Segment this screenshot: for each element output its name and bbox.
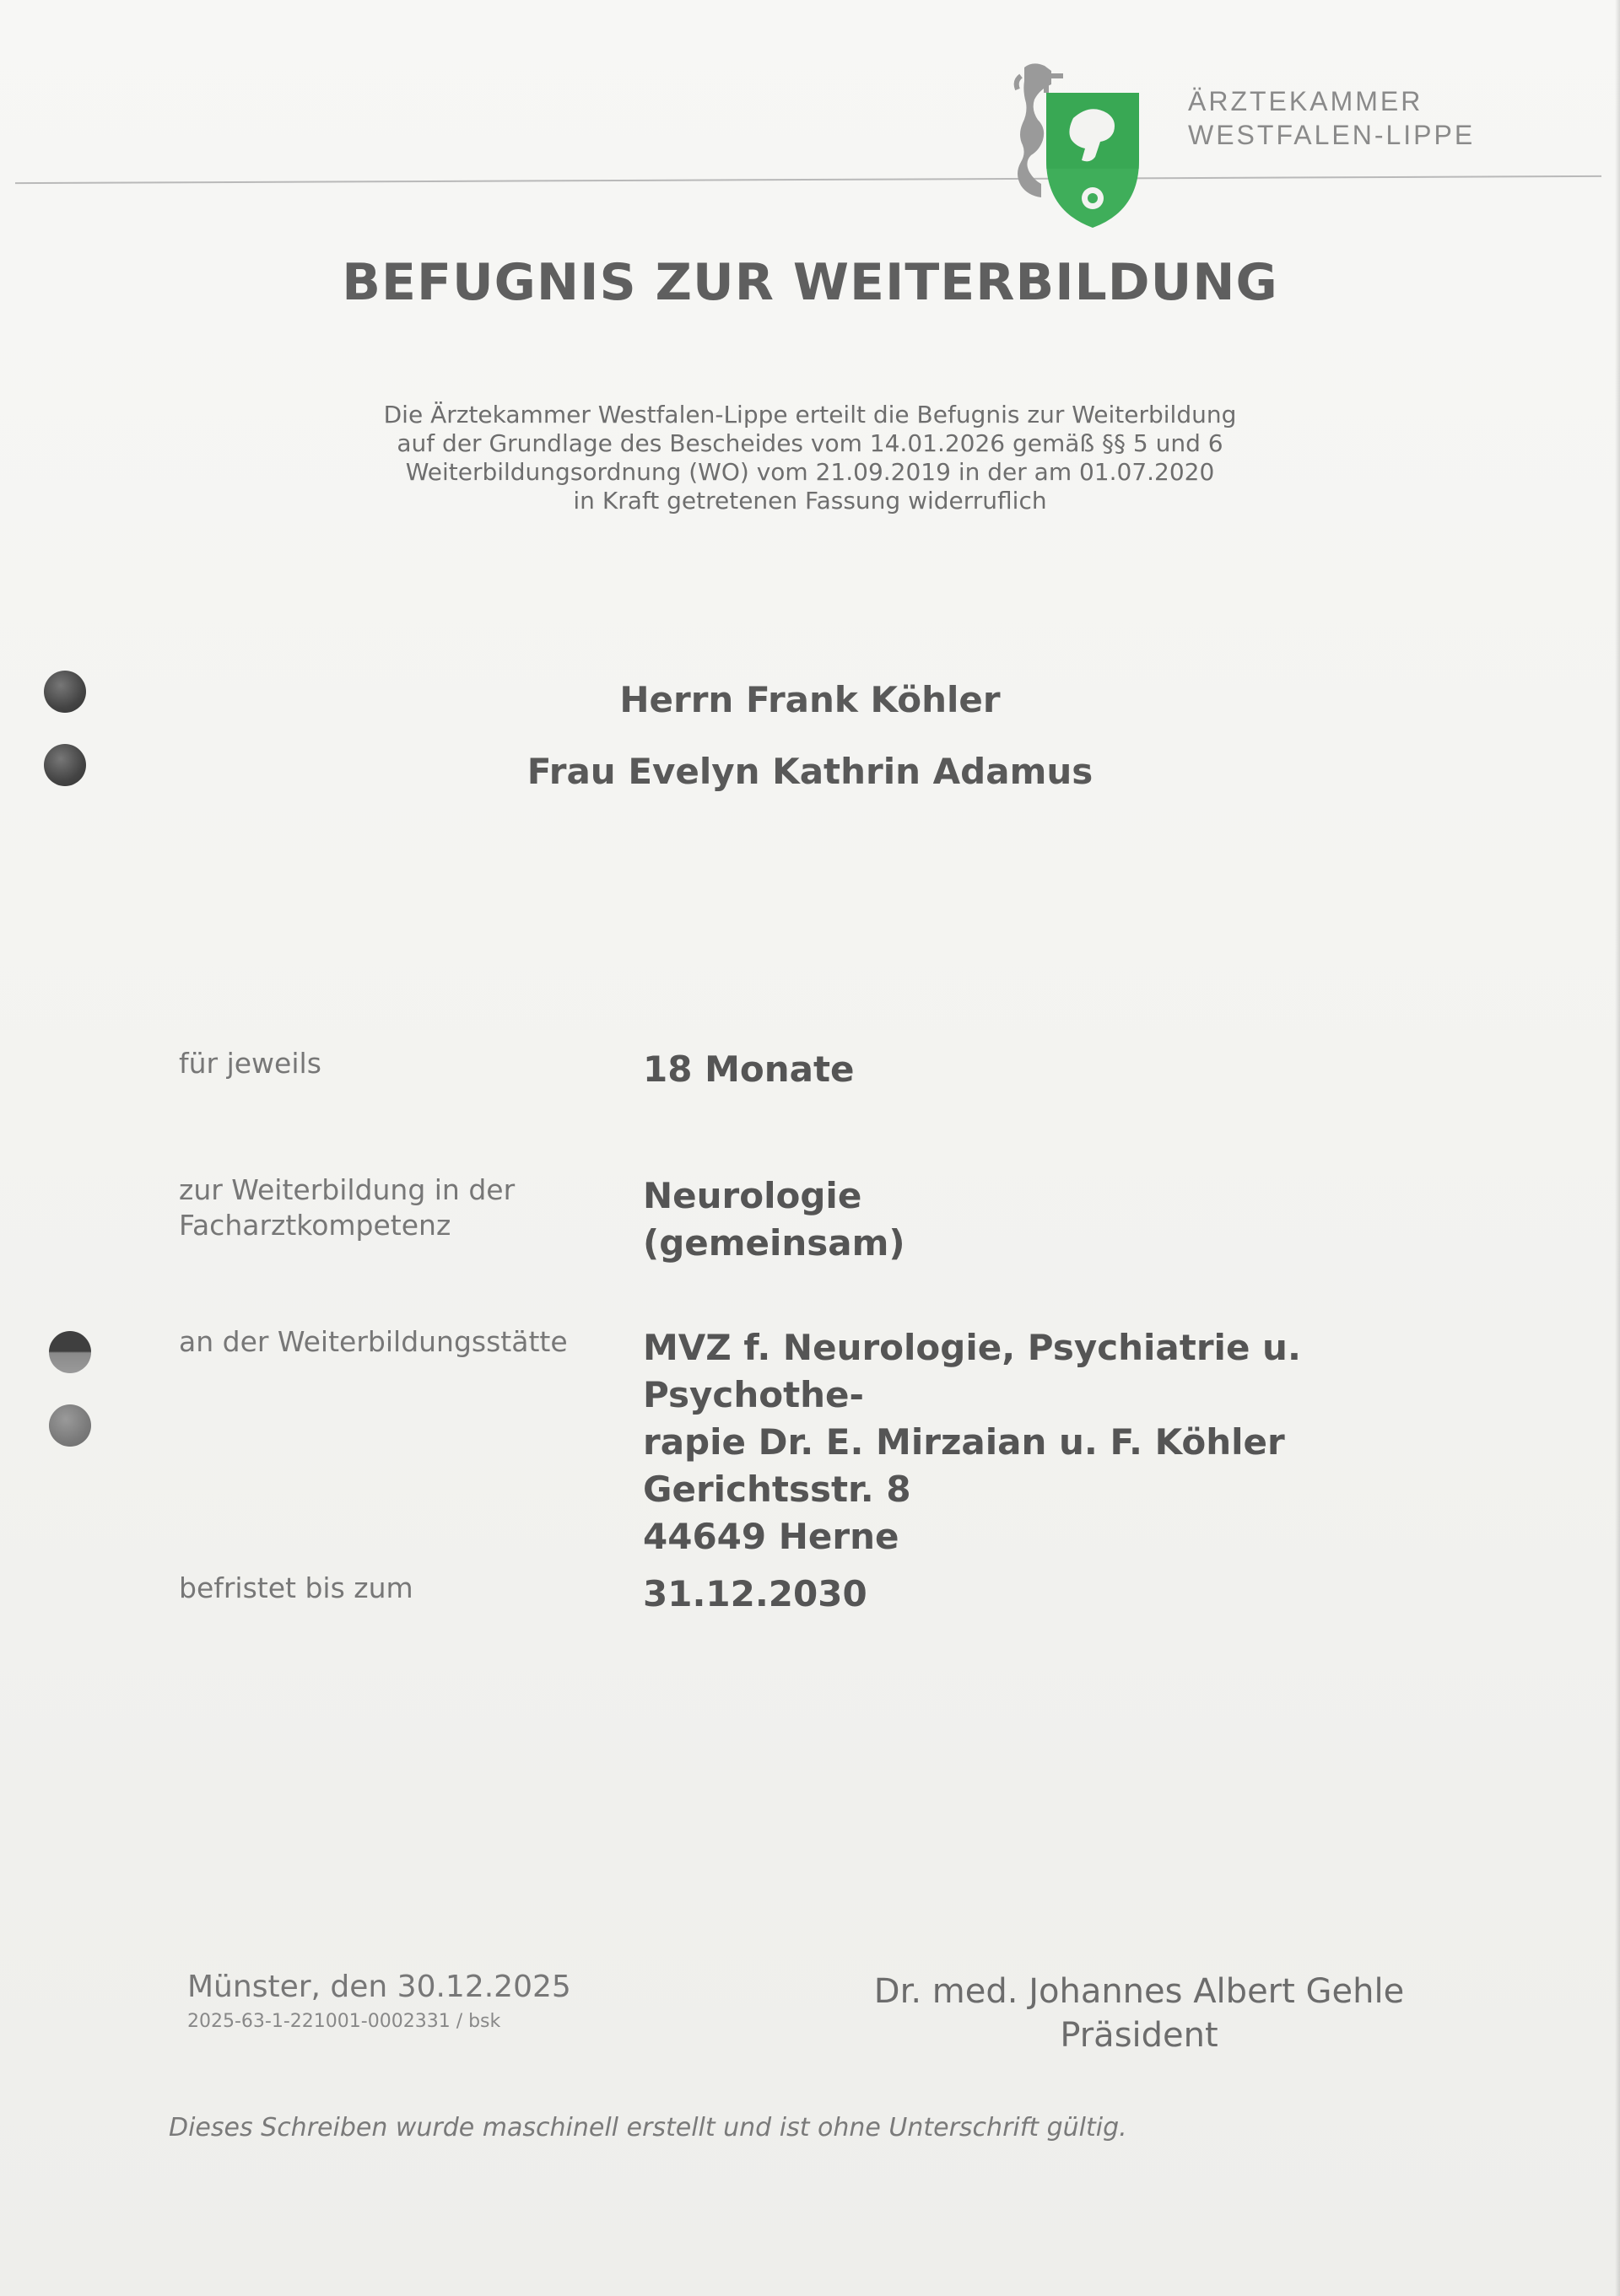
punch-hole [49,1404,91,1447]
intro-line: in Kraft getretenen Fassung widerruflich [573,487,1047,515]
page-edge-shadow [1615,0,1620,2296]
organization-name [1188,84,1475,152]
valid-until-value: 31.12.2030 [643,1573,867,1614]
intro-line: auf der Grundlage des Bescheides vom 14.01.2026 gemäß §§ 5 und 6 [397,429,1223,457]
site-value-line: MVZ f. Neurologie, Psychiatrie u. Psychothe- [643,1327,1301,1415]
punch-hole [49,1331,91,1373]
place-date: Münster, den 30.12.2025 [187,1970,571,2004]
signatory-title: Präsident [1060,2016,1218,2055]
competence-label-line: Facharztkompetenz [179,1209,451,1242]
site-label: an der Weiterbildungsstätte [179,1325,568,1358]
competence-label [179,1172,618,1243]
machine-generated-note: Dieses Schreiben wurde maschinell erstellt und ist ohne Unterschrift gültig. [169,2113,1127,2142]
duration-value: 18 Monate [643,1048,855,1090]
site-value-line: Gerichtsstr. 8 [643,1469,911,1510]
site-value-line: rapie Dr. E. Mirzaian u. F. Köhler [643,1421,1285,1463]
intro-line: Weiterbildungsordnung (WO) vom 21.09.2019 in der am 01.07.2020 [405,458,1215,486]
footer-place-block [187,1970,571,2032]
duration-label: für jeweils [179,1047,321,1080]
intro-line: Die Ärztekammer Westfalen-Lippe erteilt die Befugnis zur Weiterbildung [383,401,1237,428]
intro-paragraph [253,401,1367,515]
document-title: BEFUGNIS ZUR WEITERBILDUNG [342,253,1278,312]
site-value-line: 44649 Herne [643,1516,899,1557]
organization-name-line2: WESTFALEN-LIPPE [1188,120,1476,150]
recipient-names [0,679,1620,822]
header-divider [15,175,1601,184]
signatory-block [844,1970,1434,2057]
competence-value [643,1172,1487,1267]
organization-name-line1: ÄRZTEKAMMER [1188,86,1423,116]
competence-value-line: (gemeinsam) [643,1222,905,1264]
recipient-name: Herrn Frank Köhler [619,679,1001,720]
recipient-name: Frau Evelyn Kathrin Adamus [526,751,1094,792]
competence-value-line: Neurologie [643,1175,862,1216]
horse-coat-of-arms-icon [1012,59,1164,236]
signatory-name: Dr. med. Johannes Albert Gehle [873,1972,1405,2011]
valid-until-label: befristet bis zum [179,1571,413,1604]
site-value [643,1324,1487,1560]
reference-number: 2025-63-1-221001-0002331 / bsk [187,2011,501,2032]
competence-label-line: zur Weiterbildung in der [179,1173,516,1206]
